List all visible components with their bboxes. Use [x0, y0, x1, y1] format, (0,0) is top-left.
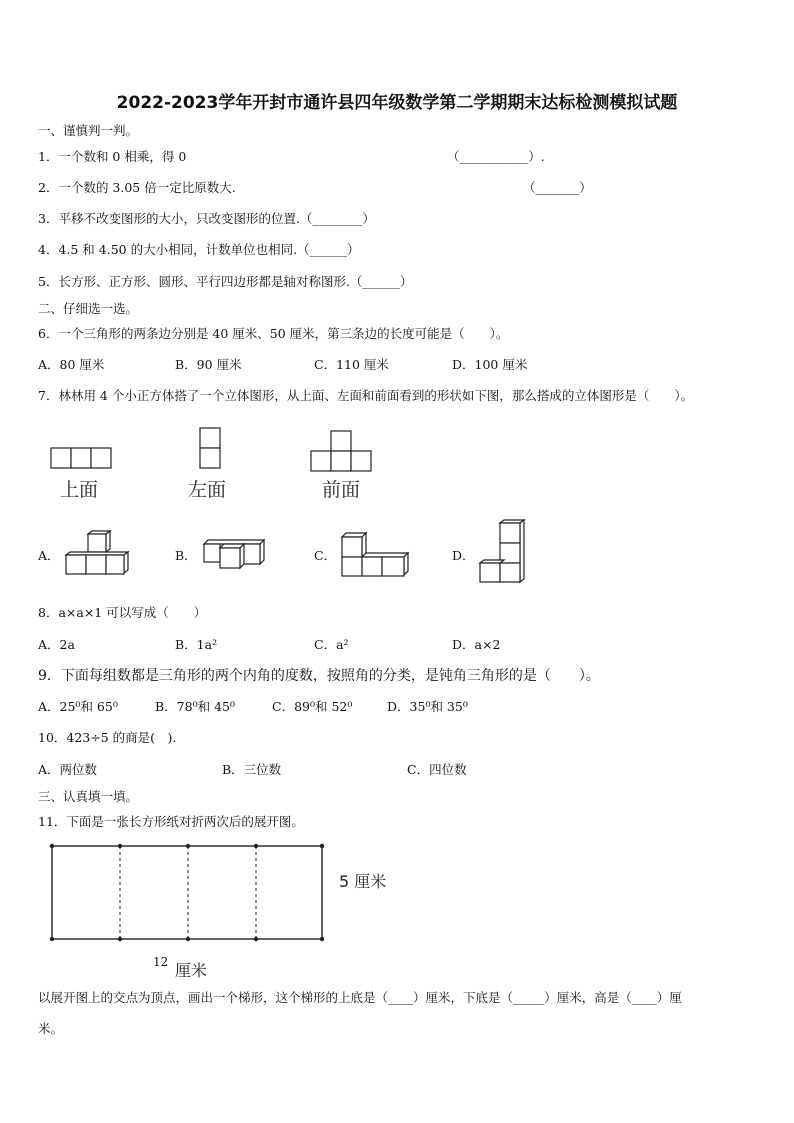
question-10: 10．423÷5 的商是( ).	[38, 730, 177, 745]
front-view-label: 前面	[322, 479, 361, 501]
q10-option-b[interactable]: B．三位数	[222, 762, 282, 777]
q9-option-d[interactable]: D．35⁰和 35⁰	[387, 699, 468, 714]
question-2-blank[interactable]: （_______）	[523, 180, 592, 195]
unfolded-paper-diagram	[46, 840, 330, 946]
section-heading-2: 二、仔细选一选。	[38, 301, 139, 316]
q6-option-b[interactable]: B．90 厘米	[175, 357, 242, 372]
question-11: 11．下面是一张长方形纸对折两次后的展开图。	[38, 814, 304, 829]
height-label: 5 厘米	[339, 872, 387, 891]
left-view-label: 左面	[188, 479, 227, 501]
q8-option-a[interactable]: A．2a	[38, 637, 75, 652]
section-heading-3: 三、认真填一填。	[38, 789, 139, 804]
q7-option-b-solid[interactable]	[202, 538, 272, 570]
question-4: 4．4.5 和 4.50 的大小相同，计数单位也相同.（______）	[38, 242, 360, 257]
q9-option-b[interactable]: B．78⁰和 45⁰	[155, 699, 235, 714]
question-8: 8．a×a×1 可以写成（ ）	[38, 605, 207, 620]
q7-option-a[interactable]: A．	[38, 548, 60, 563]
question-9: 9．下面每组数都是三角形的两个内角的度数，按照角的分类，是钝角三角形的是（ ）。	[38, 668, 600, 684]
q9-option-c[interactable]: C．89⁰和 52⁰	[272, 699, 353, 714]
q7-option-a-solid[interactable]	[62, 530, 132, 578]
top-view-label: 上面	[60, 479, 99, 501]
width-label-unit: 厘米	[175, 961, 208, 980]
question-2: 2．一个数的 3.05 倍一定比原数大.	[38, 180, 236, 195]
width-label-number: 12	[153, 955, 169, 969]
q10-option-c[interactable]: C．四位数	[407, 762, 467, 777]
q8-option-b[interactable]: B．1a²	[175, 637, 218, 652]
q6-option-d[interactable]: D．100 厘米	[452, 357, 528, 372]
question-11-text-line2: 米。	[38, 1021, 64, 1036]
top-view-figure	[50, 447, 114, 471]
q10-option-a[interactable]: A．两位数	[38, 762, 98, 777]
q6-option-a[interactable]: A．80 厘米	[38, 357, 105, 372]
question-11-text-line1: 以展开图上的交点为顶点，画出一个梯形，这个梯形的上底是（____）厘米，下底是（_____）厘米，高是（____）厘	[38, 990, 682, 1005]
page-title: 2022-2023学年开封市通许县四年级数学第二学期期末达标检测模拟试题	[116, 93, 678, 113]
q7-option-d-solid[interactable]	[478, 519, 528, 585]
front-view-figure	[310, 430, 374, 474]
q8-option-c[interactable]: C．a²	[314, 637, 349, 652]
question-7: 7．林林用 4 个小正方体搭了一个立体图形，从上面、左面和前面看到的形状如下图，那么搭成的立体图形是（ ）。	[38, 388, 694, 403]
section-heading-1: 一、谨慎判一判。	[38, 123, 139, 138]
question-3: 3．平移不改变图形的大小，只改变图形的位置.（________）	[38, 211, 375, 226]
left-view-figure	[199, 427, 223, 471]
q6-option-c[interactable]: C．110 厘米	[314, 357, 389, 372]
q8-option-d[interactable]: D．a×2	[452, 637, 501, 652]
question-5: 5．长方形、正方形、圆形、平行四边形都是轴对称图形.（______）	[38, 274, 413, 289]
question-6: 6．一个三角形的两条边分别是 40 厘米、50 厘米，第三条边的长度可能是（ ）。	[38, 326, 509, 341]
q7-option-d[interactable]: D．	[452, 548, 475, 563]
q7-option-c-solid[interactable]	[340, 531, 410, 579]
question-1: 1．一个数和 0 相乘，得 0	[38, 149, 187, 164]
q7-option-c[interactable]: C．	[314, 548, 337, 563]
q7-option-b[interactable]: B．	[175, 548, 197, 563]
q9-option-a[interactable]: A．25⁰和 65⁰	[38, 699, 118, 714]
question-1-blank[interactable]: （___________）.	[447, 149, 545, 164]
